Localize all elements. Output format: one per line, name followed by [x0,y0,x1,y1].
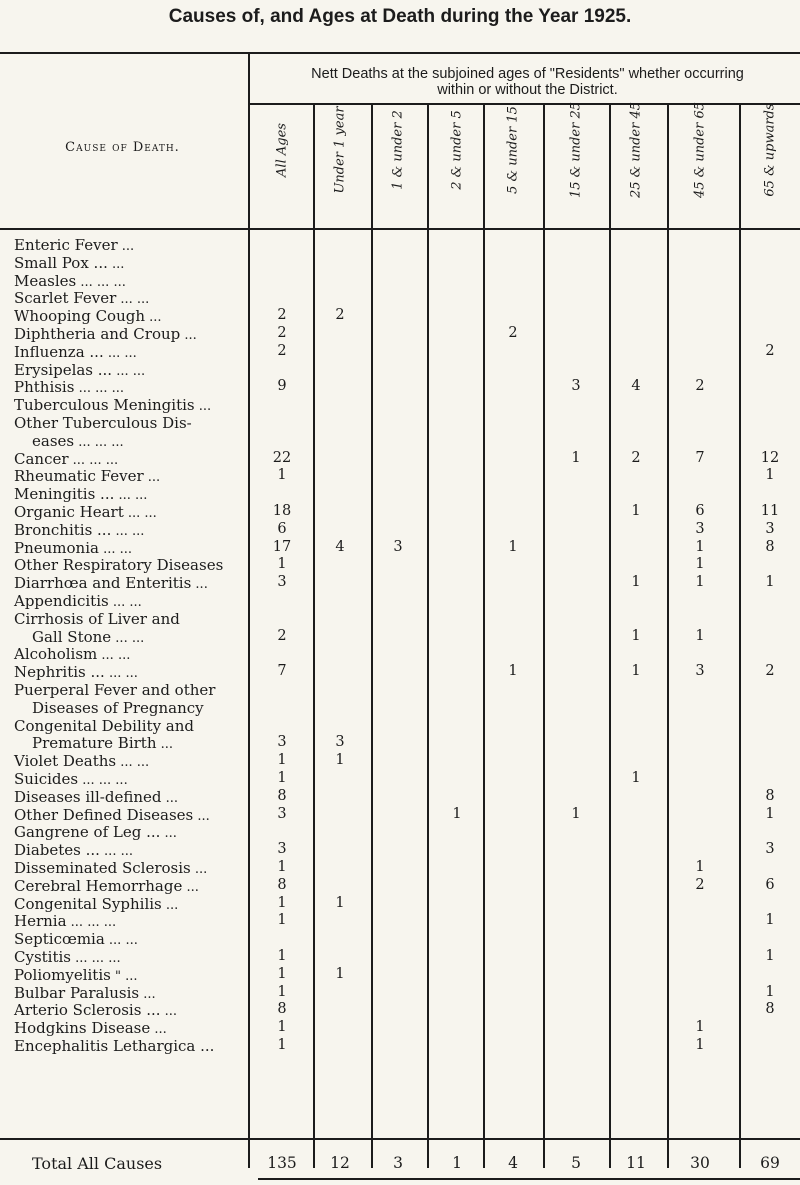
cell-value: 1 [695,538,705,555]
cell-value: 2 [631,449,641,466]
column-divider [248,52,250,1168]
cell-value: 1 [277,948,287,964]
cause-text: Bronchitis ... [14,520,112,539]
cell-value: 1 [631,663,641,680]
cell-value: 3 [277,734,287,751]
leader-dots: ... ... ... [74,381,125,397]
cause-of-death-header: Cause of Death. [65,140,180,155]
column-divider [739,103,741,1168]
page-title: Causes of, and Ages at Death during the Year 1925. [168,6,632,27]
age-column-header: 45 & under 65 [692,101,708,199]
cause-text: Bulbar Paralusis [14,983,140,1002]
cell-value: 1 [277,965,287,982]
leader-dots: ... ... [116,292,150,308]
total-value: 30 [690,1154,710,1172]
leader-dots: ... [145,310,162,326]
leader-dots: ... [190,862,208,877]
leader-dots: ... [194,399,212,415]
leader-dots: ... [150,1022,167,1038]
cell-value: 1 [571,805,581,822]
age-column-header: All Ages [274,123,290,177]
cell-value: 2 [765,342,775,359]
cause-text: Diphtheria and Croup [14,325,181,343]
age-column-header: Under 1 year [332,106,348,194]
cause-label [14,663,138,681]
cause-text: Appendicitis [14,592,109,610]
cause-text: Small Pox ... [14,253,108,272]
cause-label [14,361,145,379]
cause-label [14,539,132,557]
cause-label [14,895,178,913]
column-divider [427,103,429,1168]
leader-dots: ... ... [103,345,137,361]
cell-value: 1 [277,556,287,573]
cell-value: 3 [695,520,705,537]
cell-value: 2 [277,307,287,324]
leader-dots: ... ... [99,844,133,860]
cause-label [14,645,130,663]
cause-text: Cancer [14,449,69,468]
leader-dots: ... [107,256,125,272]
cell-value: 17 [272,538,292,555]
cell-value: 1 [765,574,775,591]
cell-value: 3 [277,841,287,858]
leader-dots: ... ... [114,488,148,504]
column-divider [667,103,669,1168]
cause-label [32,432,124,450]
cell-value: 18 [272,503,292,519]
cell-value: 1 [277,770,287,786]
cell-value: 6 [695,503,705,519]
cause-text: Congenital Syphilis [14,894,162,913]
cell-value: 6 [277,520,287,537]
cause-text: eases [32,431,75,450]
cell-value: 1 [631,574,641,591]
nett-line-2: within or without the District. [437,82,618,98]
total-value: 135 [267,1154,297,1172]
cell-value: 7 [695,449,705,466]
leader-dots: ... [193,808,210,824]
leader-dots: ... [160,826,177,842]
cell-value: 1 [277,912,287,929]
cause-label [14,823,177,841]
cause-label [32,699,204,717]
cell-value: 3 [277,805,287,822]
cell-value: 3 [765,520,775,537]
cause-text: Puerperal Fever and other [14,681,216,699]
age-column-header: 15 & under 25 [568,101,584,199]
cell-value: 1 [508,538,518,555]
cell-value: 4 [335,538,345,555]
cell-value: 1 [695,627,705,644]
cell-value: 1 [277,752,287,769]
leader-dots: ... ... [116,755,150,771]
cell-value: 3 [277,574,287,591]
cause-text: Influenza ... [14,342,104,361]
cause-label [14,521,144,539]
cause-label [14,592,142,610]
cause-text: Congenital Debility and [14,716,195,735]
cause-label [14,788,178,806]
column-divider [483,103,485,1168]
cause-label [14,966,138,984]
leader-dots: ... ... [111,630,145,646]
cell-value: 2 [765,663,775,680]
cause-text: Hernia [14,912,67,931]
column-divider [609,103,611,1168]
leader-dots: ... [143,470,161,486]
cause-label [14,414,192,432]
cause-label [14,574,208,592]
cell-value: 8 [277,787,287,804]
cell-value: 1 [631,503,641,519]
cell-value: 2 [277,627,287,644]
cause-text: Cystitis [14,948,71,966]
leader-dots: ... [156,737,174,753]
cause-label [14,289,149,307]
age-column-header: 65 & upwards [762,103,778,197]
cell-value: 11 [760,503,780,519]
cause-label [14,717,194,735]
cell-value: 6 [765,876,775,893]
cause-label [32,628,144,646]
cell-value: 22 [272,449,292,466]
cell-value: 9 [277,378,287,395]
cell-value: 3 [765,841,775,858]
cause-text: Violet Deaths [14,752,117,771]
cell-value: 1 [631,770,641,786]
cause-text: Whooping Cough [14,307,146,326]
totals-label: Total All Causes [32,1154,163,1173]
cause-label [32,734,173,752]
cause-text: Other Respiratory Diseases [14,556,224,575]
cause-label [14,610,180,628]
cause-text: Tuberculous Meningitis [14,396,195,415]
cause-text: Disseminated Sclerosis [14,859,191,877]
cell-value: 2 [695,876,705,893]
cause-text: Septicœmia [14,930,105,949]
leader-dots: ... ... ... [76,274,126,290]
cell-value: 1 [695,859,705,875]
cell-value: 1 [765,912,775,929]
leader-dots: ... ... [123,506,157,521]
cause-label [14,272,126,290]
cell-value: 7 [277,663,287,680]
cause-text: Encephalitis Lethargica ... [14,1037,215,1055]
cell-value: 1 [765,948,775,964]
cause-label [14,948,121,966]
cause-label [14,307,162,325]
cell-value: 8 [765,538,775,555]
leader-dots: ... [191,577,208,593]
cell-value: 1 [335,894,345,911]
leader-dots: ... ... [97,648,131,664]
total-value: 4 [508,1154,518,1172]
leader-dots: ... [117,239,135,254]
table-top-rule [0,52,800,54]
cause-text: Alcoholism [14,645,98,664]
leader-dots: ... ... [98,541,133,557]
cause-label [14,1037,214,1055]
leader-dots: ... ... [112,363,146,379]
cell-value: 1 [695,574,705,591]
cause-label [14,450,118,468]
header-bottom-rule [0,228,800,230]
cause-label [14,770,128,788]
cell-value: 1 [765,467,775,484]
cause-label [14,325,197,343]
age-column-header: 1 & under 2 [390,110,406,190]
cell-value: 2 [508,325,518,341]
cell-value: 1 [277,467,287,484]
cell-value: 2 [277,325,287,341]
cause-text: Gall Stone [32,627,112,646]
leader-dots: ... ... ... [71,951,121,966]
age-column-header: 25 & under 45 [628,101,644,199]
cell-value: 8 [277,1001,287,1018]
cell-value: 1 [695,1037,705,1053]
cause-label [14,752,149,770]
cell-value: 3 [695,663,705,680]
age-column-header: 2 & under 5 [449,110,465,190]
cause-label [14,841,133,859]
cause-label [14,877,199,895]
nett-line-1: Nett Deaths at the subjoined ages of "Residents" whether occurring [311,66,744,82]
cell-value: 1 [571,449,581,466]
cell-value: 1 [277,1037,287,1053]
leader-dots: ... ... [111,523,145,539]
cell-value: 4 [631,378,641,395]
nett-deaths-header [250,66,800,98]
cause-text: Measles [14,271,77,290]
leader-dots: ... [139,986,156,1002]
cell-value: 1 [765,983,775,1000]
cell-value: 2 [277,342,287,359]
leader-dots: ... ... ... [78,773,128,788]
cause-label [14,485,147,503]
cell-value: 8 [765,1001,775,1018]
cell-value: 8 [277,876,287,893]
column-divider [313,103,315,1168]
cause-text: Other Defined Diseases [14,805,194,824]
total-value: 69 [760,1154,780,1172]
column-divider [543,103,545,1168]
cause-text: Premature Birth [32,734,157,753]
cell-value: 2 [695,378,705,395]
leader-dots: ... ... ... [74,434,124,450]
cause-text: Nephritis ... [14,663,105,682]
cell-value: 1 [277,894,287,911]
cell-value: 8 [765,787,775,804]
total-value: 12 [330,1154,350,1172]
cause-text: Gangrene of Leg ... [14,823,161,842]
total-value: 1 [452,1154,462,1172]
cell-value: 3 [393,538,403,555]
leader-dots: ... ... ... [66,915,117,931]
leader-dots: ... [160,1004,178,1020]
cell-value: 1 [695,556,705,573]
cause-label [14,467,160,485]
age-column-header: 5 & under 15 [505,106,521,194]
cause-label [14,912,116,930]
cause-text: Erysipelas ... [14,360,113,379]
cause-label [14,859,207,877]
cause-text: Diarrhœa and Enteritis [14,574,192,593]
total-value: 3 [393,1154,403,1172]
cell-value: 1 [452,805,462,822]
cause-text: Phthisis [14,378,75,397]
leader-dots: ... [180,328,197,343]
cause-text: Rheumatic Fever [14,467,144,486]
cell-value: 3 [335,734,345,751]
cause-text: Diabetes ... [14,841,100,860]
column-divider [371,103,373,1168]
cause-text: Scarlet Fever [14,289,117,308]
cause-label [14,1001,177,1019]
cause-text: Enteric Fever [14,236,118,254]
cause-text: Organic Heart [14,503,124,521]
leader-dots: ... ... [108,595,142,610]
leader-dots: ... [161,790,178,806]
cause-label [14,556,223,574]
cause-text: Arterio Sclerosis ... [14,1001,161,1020]
leader-dots: " ... [110,968,138,984]
leader-dots: ... ... [104,933,138,949]
cause-text: Pneumonia [14,538,99,557]
cause-text: Poliomyelitis [14,965,111,984]
cause-label [14,396,211,414]
cause-label [14,984,156,1002]
leader-dots: ... ... ... [68,452,119,468]
cause-label [14,236,134,254]
cause-text: Other Tuberculous Dis- [14,414,192,432]
leader-dots: ... [161,897,179,913]
cell-value: 1 [335,965,345,982]
cause-label [14,254,124,272]
cause-text: Meningitis ... [14,485,115,504]
cause-label [14,930,138,948]
cause-text: Diseases of Pregnancy [32,698,204,717]
nett-divider [248,103,800,105]
cause-label [14,503,157,521]
cause-text: Suicides [14,770,79,788]
cell-value: 1 [695,1019,705,1036]
total-value: 5 [571,1154,581,1172]
cause-text: Hodgkins Disease [14,1019,151,1038]
cause-label [14,681,215,699]
cell-value: 1 [277,983,287,1000]
cell-value: 12 [760,449,780,466]
cell-value: 1 [277,1019,287,1036]
cause-label [14,1019,167,1037]
cell-value: 1 [508,663,518,680]
leader-dots: ... [182,879,199,895]
cause-label [14,378,124,396]
totals-bottom-rule [258,1178,800,1180]
cause-text: Cirrhosis of Liver and [14,609,180,628]
cell-value: 1 [631,627,641,644]
cell-value: 3 [571,378,581,395]
cell-value: 1 [765,805,775,822]
cell-value: 1 [335,752,345,769]
cell-value: 2 [335,307,345,324]
cause-label [14,806,210,824]
cause-text: Cerebral Hemorrhage [14,876,183,895]
cause-text: Diseases ill-defined [14,787,162,806]
cell-value: 1 [277,859,287,875]
cause-label [14,343,137,361]
leader-dots: ... ... [104,666,138,682]
total-value: 11 [626,1154,646,1172]
totals-top-rule [0,1138,800,1140]
